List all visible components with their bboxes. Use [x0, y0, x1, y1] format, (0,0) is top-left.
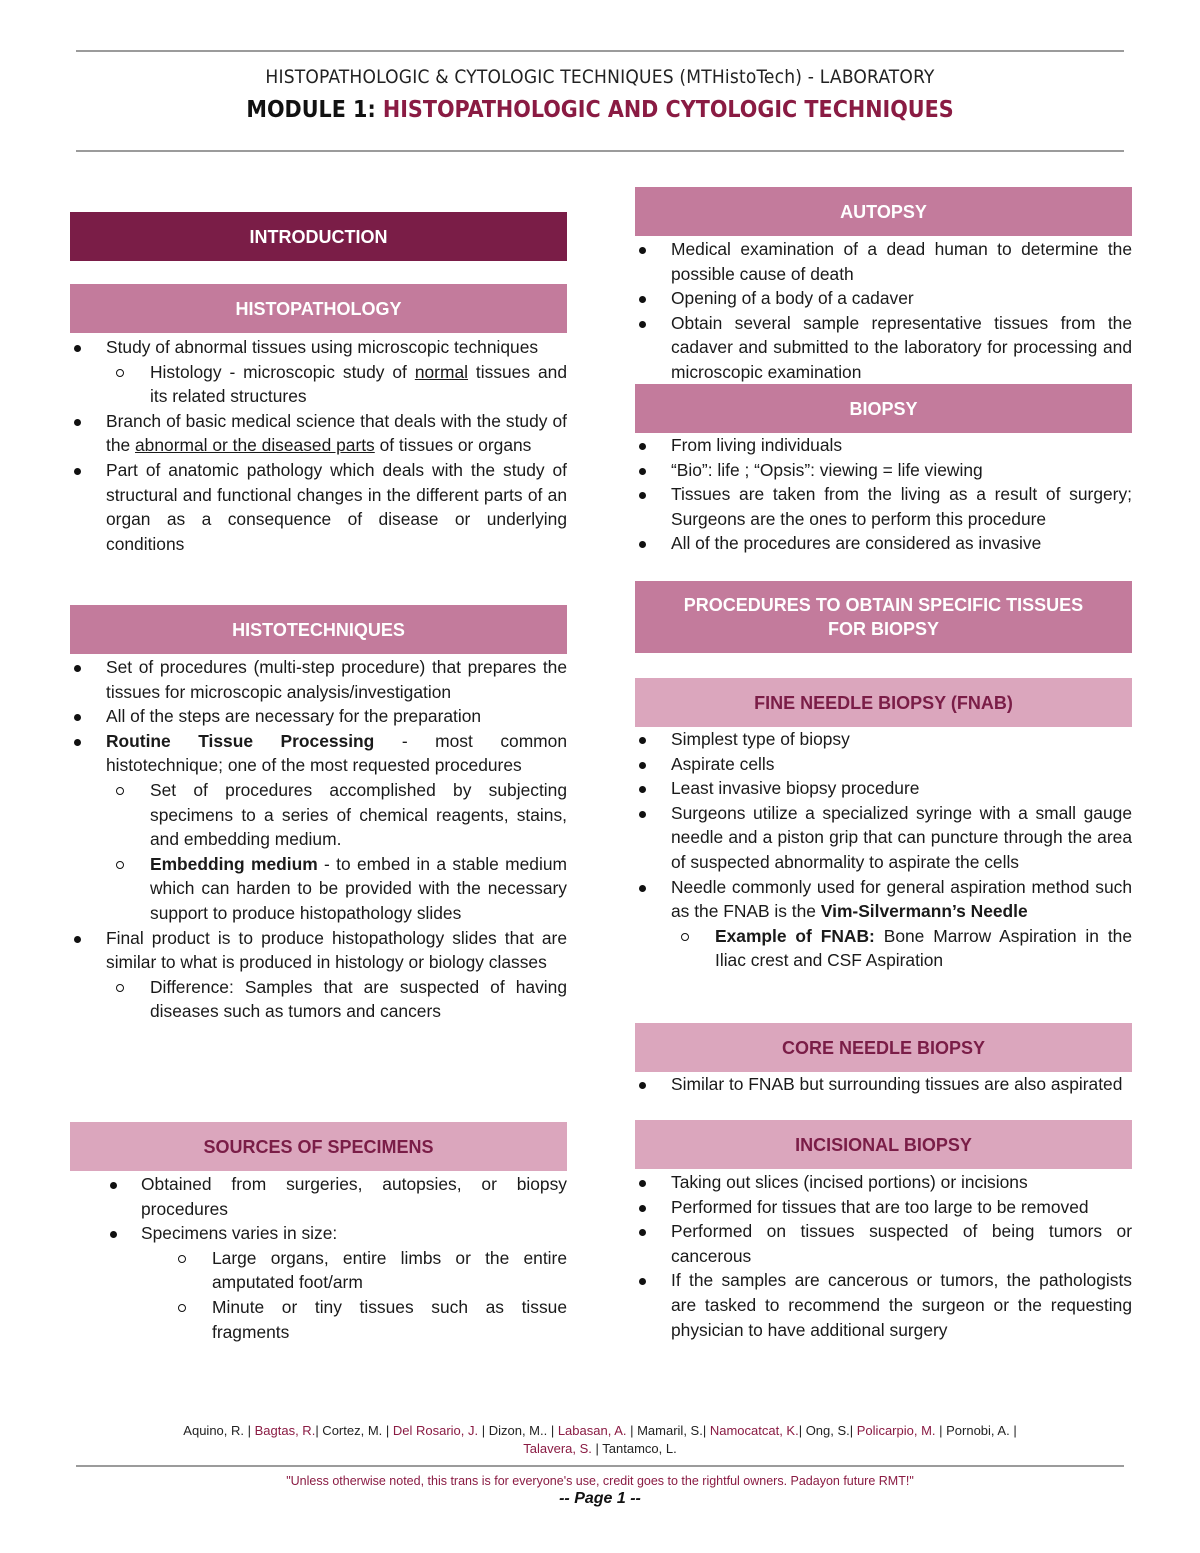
list-item: If the samples are cancerous or tumors, the pathologists are tasked to recommend the surgeon or the requesting physician to have additional surgery — [635, 1268, 1132, 1342]
sources-list — [70, 1172, 567, 1344]
bullet-icon — [639, 1278, 646, 1285]
incisional-list — [635, 1170, 1132, 1342]
list-item: Part of anatomic pathology which deals with the study of structural and functional changes in the different parts of an organ as a consequence of disease or underlying conditions — [70, 458, 567, 556]
list-item: Difference: Samples that are suspected of having diseases such as tumors and cancers — [70, 975, 567, 1024]
section-histotechniques: HISTOTECHNIQUES — [70, 605, 567, 654]
bullet-icon — [639, 468, 646, 475]
bullet-icon — [639, 1229, 646, 1236]
bullet-icon — [74, 345, 81, 352]
sub-bullet-icon — [116, 369, 124, 377]
list-item: Example of FNAB: Bone Marrow Aspiration in the Iliac crest and CSF Aspiration — [635, 924, 1132, 973]
procedures-title-line-2: FOR BIOPSY — [827, 619, 939, 639]
section-biopsy: BIOPSY — [635, 384, 1132, 433]
bullet-icon — [74, 468, 81, 475]
bullet-icon — [639, 786, 646, 793]
list-item: Tissues are taken from the living as a result of surgery; Surgeons are the ones to perform this procedure — [635, 482, 1132, 531]
list-item: “Bio”: life ; “Opsis”: viewing = life viewing — [635, 458, 1132, 483]
list-item: Obtain several sample representative tissues from the cadaver and submitted to the laboratory for processing and microscopic examination — [635, 311, 1132, 385]
bullet-icon — [639, 1082, 646, 1089]
list-item: Large organs, entire limbs or the entire amputated foot/arm — [70, 1246, 567, 1295]
sub-bullet-icon — [116, 984, 124, 992]
list-item: Set of procedures (multi-step procedure) that prepares the tissues for microscopic analysis/investigation — [70, 655, 567, 704]
list-item: Study of abnormal tissues using microscopic techniques — [70, 335, 567, 360]
bullet-icon — [639, 885, 646, 892]
author-line-1: Aquino, R. | Bagtas, R.| Cortez, M. | Del Rosario, J. | Dizon, M.. | Labasan, A. | Mamaril, S.| Namocatcat, K.| Ong, S.| Policarpio, M. | Pornobi, A. | — [183, 1423, 1017, 1438]
list-item: Histology - microscopic study of normal tissues and its related structures — [70, 360, 567, 409]
list-item: All of the steps are necessary for the preparation — [70, 704, 567, 729]
section-core-needle-biopsy: CORE NEEDLE BIOPSY — [635, 1023, 1132, 1072]
header-bottom-rule — [76, 150, 1124, 152]
section-sources-of-specimens: SOURCES OF SPECIMENS — [70, 1122, 567, 1171]
section-histopathology: HISTOPATHOLOGY — [70, 284, 567, 333]
biopsy-list — [635, 433, 1132, 556]
bullet-icon — [110, 1231, 117, 1238]
page-number: -- Page 1 -- — [559, 1490, 641, 1507]
list-item: From living individuals — [635, 433, 1132, 458]
bullet-icon — [639, 737, 646, 744]
list-item: Specimens varies in size: — [70, 1221, 567, 1246]
list-item: Embedding medium - to embed in a stable medium which can harden to be provided with the necessary support to produce histopathology slides — [70, 852, 567, 926]
histotechniques-list — [70, 655, 567, 1024]
list-item: Taking out slices (incised portions) or incisions — [635, 1170, 1132, 1195]
section-introduction: INTRODUCTION — [70, 212, 567, 261]
footer-quote: "Unless otherwise noted, this trans is for everyone's use, credit goes to the rightful owners. Padayon future RMT!" — [286, 1474, 914, 1488]
procedures-title-line-1: PROCEDURES TO OBTAIN SPECIFIC TISSUES — [683, 595, 1084, 615]
sub-bullet-icon — [116, 787, 124, 795]
bullet-icon — [639, 443, 646, 450]
list-item: Minute or tiny tissues such as tissue fragments — [70, 1295, 567, 1344]
top-rule — [76, 50, 1124, 52]
section-procedures — [635, 581, 1132, 653]
fnab-list — [635, 727, 1132, 973]
sub-bullet-icon — [178, 1255, 186, 1263]
bullet-icon — [639, 1205, 646, 1212]
list-item: Surgeons utilize a specialized syringe with a small gauge needle and a piston grip that can puncture through the area of suspected abnormality to aspirate the cells — [635, 801, 1132, 875]
list-item: Simplest type of biopsy — [635, 727, 1132, 752]
autopsy-list — [635, 237, 1132, 385]
histopathology-list — [70, 335, 567, 556]
module-title — [0, 97, 1200, 123]
list-item: Performed on tissues suspected of being tumors or cancerous — [635, 1219, 1132, 1268]
list-item: Opening of a body of a cadaver — [635, 286, 1132, 311]
section-incisional-biopsy: INCISIONAL BIOPSY — [635, 1120, 1132, 1169]
list-item: Obtained from surgeries, autopsies, or biopsy procedures — [70, 1172, 567, 1221]
sub-bullet-icon — [681, 933, 689, 941]
bullet-icon — [639, 321, 646, 328]
author-line-2: Talavera, S. | Tantamco, L. — [523, 1441, 677, 1456]
bullet-icon — [639, 247, 646, 254]
bullet-icon — [74, 419, 81, 426]
list-item: Final product is to produce histopathology slides that are similar to what is produced in histology or biology classes — [70, 926, 567, 975]
bullet-icon — [74, 714, 81, 721]
section-autopsy: AUTOPSY — [635, 187, 1132, 236]
sub-bullet-icon — [178, 1304, 186, 1312]
author-credits — [76, 1422, 1124, 1458]
bullet-icon — [639, 296, 646, 303]
list-item: Routine Tissue Processing - most common histotechnique; one of the most requested procedures — [70, 729, 567, 778]
sub-bullet-icon — [116, 861, 124, 869]
list-item: Similar to FNAB but surrounding tissues are also aspirated — [635, 1072, 1132, 1097]
bullet-icon — [74, 665, 81, 672]
list-item: Set of procedures accomplished by subjecting specimens to a series of chemical reagents, stains, and embedding medium. — [70, 778, 567, 852]
module-prefix: MODULE 1: — [246, 97, 383, 123]
bullet-icon — [639, 762, 646, 769]
course-title: HISTOPATHOLOGIC & CYTOLOGIC TECHNIQUES (MTHistoTech) - LABORATORY — [265, 66, 935, 88]
bullet-icon — [639, 811, 646, 818]
bullet-icon — [110, 1182, 117, 1189]
bullet-icon — [639, 1180, 646, 1187]
section-fine-needle-biopsy: FINE NEEDLE BIOPSY (FNAB) — [635, 678, 1132, 727]
bullet-icon — [74, 936, 81, 943]
core-list — [635, 1072, 1132, 1097]
list-item: Performed for tissues that are too large to be removed — [635, 1195, 1132, 1220]
bullet-icon — [74, 739, 81, 746]
footer-rule — [76, 1465, 1124, 1467]
bullet-icon — [639, 541, 646, 548]
module-name: HISTOPATHOLOGIC AND CYTOLOGIC TECHNIQUES — [382, 97, 954, 123]
list-item: Aspirate cells — [635, 752, 1132, 777]
list-item: Needle commonly used for general aspiration method such as the FNAB is the Vim-Silvermann’s Needle — [635, 875, 1132, 924]
list-item: Branch of basic medical science that deals with the study of the abnormal or the diseased parts of tissues or organs — [70, 409, 567, 458]
list-item: Least invasive biopsy procedure — [635, 776, 1132, 801]
list-item: Medical examination of a dead human to determine the possible cause of death — [635, 237, 1132, 286]
list-item: All of the procedures are considered as invasive — [635, 531, 1132, 556]
bullet-icon — [639, 492, 646, 499]
